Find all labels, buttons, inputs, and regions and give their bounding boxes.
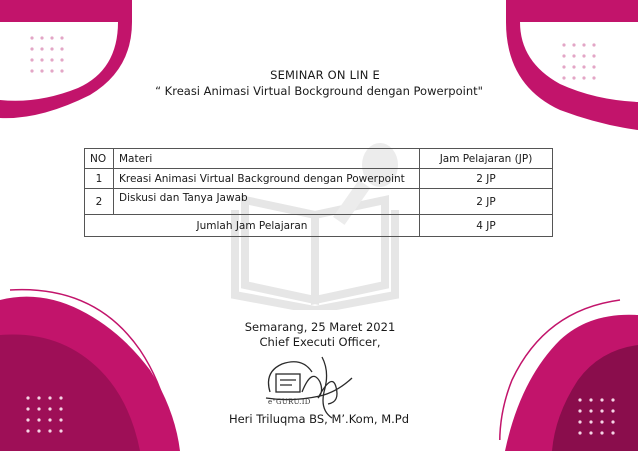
seminar-subtitle: “ Kreasi Animasi Virtual Bockground dengan Powerpoint" — [155, 84, 483, 98]
table-row — [85, 169, 553, 189]
total-label: Jumlah Jam Pelajaran — [85, 215, 420, 237]
row-no: 1 — [85, 169, 114, 189]
table-total-row — [85, 215, 553, 237]
seminar-heading — [0, 68, 638, 98]
place-date: Semarang, 25 Maret 2021 — [244, 320, 396, 334]
header-jp: Jam Pelajaran (JP) — [420, 149, 553, 169]
total-jp: 4 JP — [420, 215, 553, 237]
header-no: NO — [85, 149, 114, 169]
row-jp: 2 JP — [420, 189, 553, 215]
table-header-row — [85, 149, 553, 169]
row-materi: Kreasi Animasi Virtual Background dengan Powerpoint — [114, 169, 420, 189]
row-jp: 2 JP — [420, 169, 553, 189]
table-row — [85, 189, 553, 215]
row-materi: Diskusi dan Tanya Jawab — [114, 189, 420, 215]
header-materi: Materi — [114, 149, 420, 169]
seminar-title: SEMINAR ON LIN E — [270, 68, 380, 82]
signature-block — [0, 320, 638, 350]
signer-name: Heri Triluqma BS, M’.Kom, M.Pd — [228, 412, 410, 426]
logo-text: e"GURU.ID — [268, 398, 311, 406]
materi-table — [84, 148, 553, 237]
signer-position: Chief Executi Officer, — [259, 335, 381, 349]
row-no: 2 — [85, 189, 114, 215]
